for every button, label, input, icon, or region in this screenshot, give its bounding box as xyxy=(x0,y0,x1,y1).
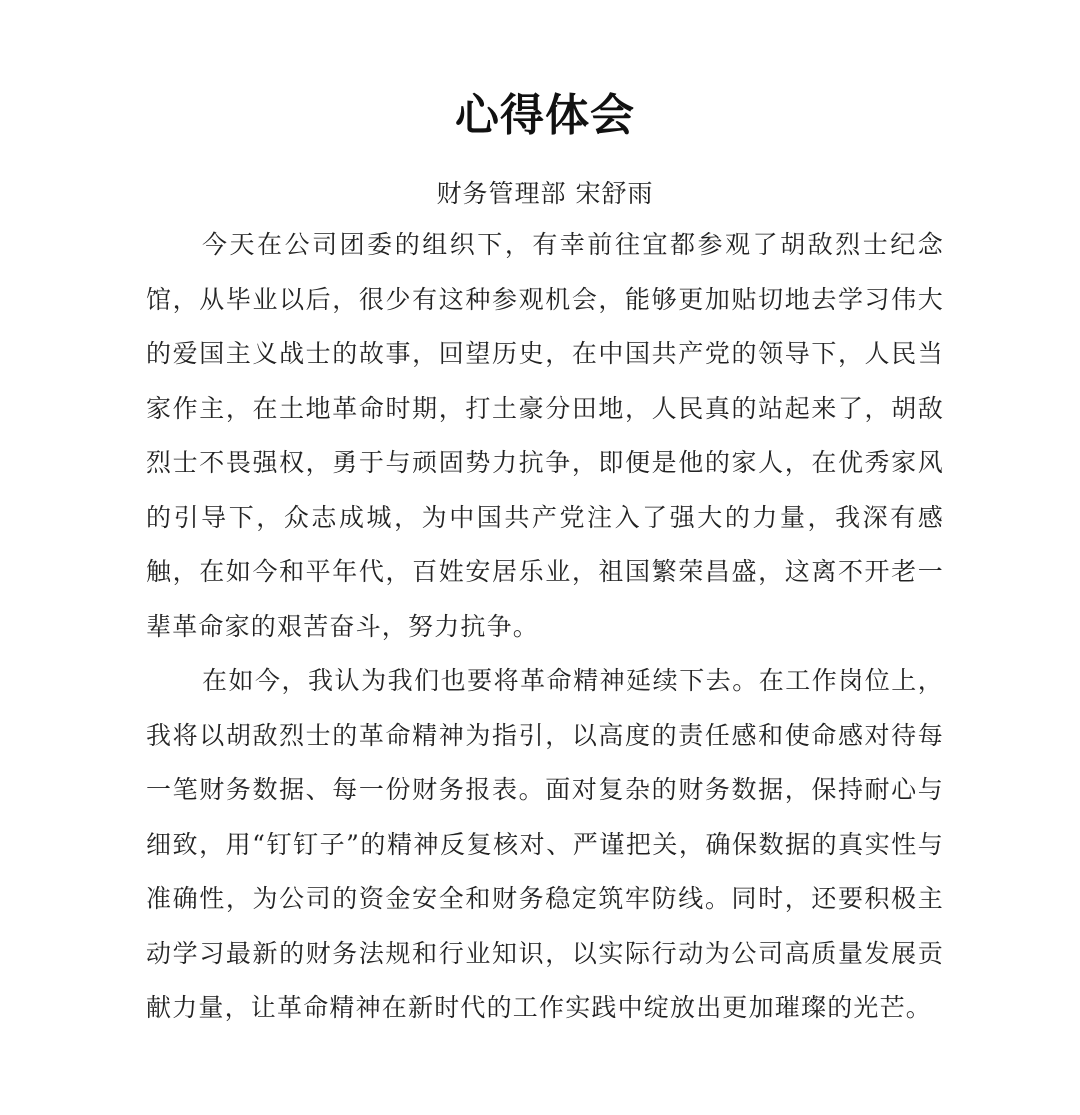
author-line: 财务管理部 宋舒雨 xyxy=(436,179,654,208)
document-title: 心得体会 xyxy=(455,90,635,141)
document-body xyxy=(146,218,944,1036)
paragraph-2: 在如今，我认为我们也要将革命精神延续下去。在工作岗位上，我将以胡敌烈士的革命精神为指引，以高度的责任感和使命感对待每一笔财务数据、每一份财务报表。面对复杂的财务数据，保持耐心与细致，用“钉钉子”的精神反复核对、严谨把关，确保数据的真实性与准确性，为公司的资金安全和财务稳定筑牢防线。同时，还要积极主动学习最新的财务法规和行业知识，以实际行动为公司高质量发展贡献力量，让革命精神在新时代的工作实践中绽放出更加璀璨的光芒。 xyxy=(146,666,944,1022)
paragraph-1: 今天在公司团委的组织下，有幸前往宜都参观了胡敌烈士纪念馆，从毕业以后，很少有这种参观机会，能够更加贴切地去学习伟大的爱国主义战士的故事，回望历史，在中国共产党的领导下，人民当家作主，在土地革命时期，打土豪分田地，人民真的站起来了，胡敌烈士不畏强权，勇于与顽固势力抗争，即便是他的家人，在优秀家风的引导下，众志成城，为中国共产党注入了强大的力量，我深有感触，在如今和平年代，百姓安居乐业，祖国繁荣昌盛，这离不开老一辈革命家的艰苦奋斗，努力抗争。 xyxy=(146,230,944,641)
